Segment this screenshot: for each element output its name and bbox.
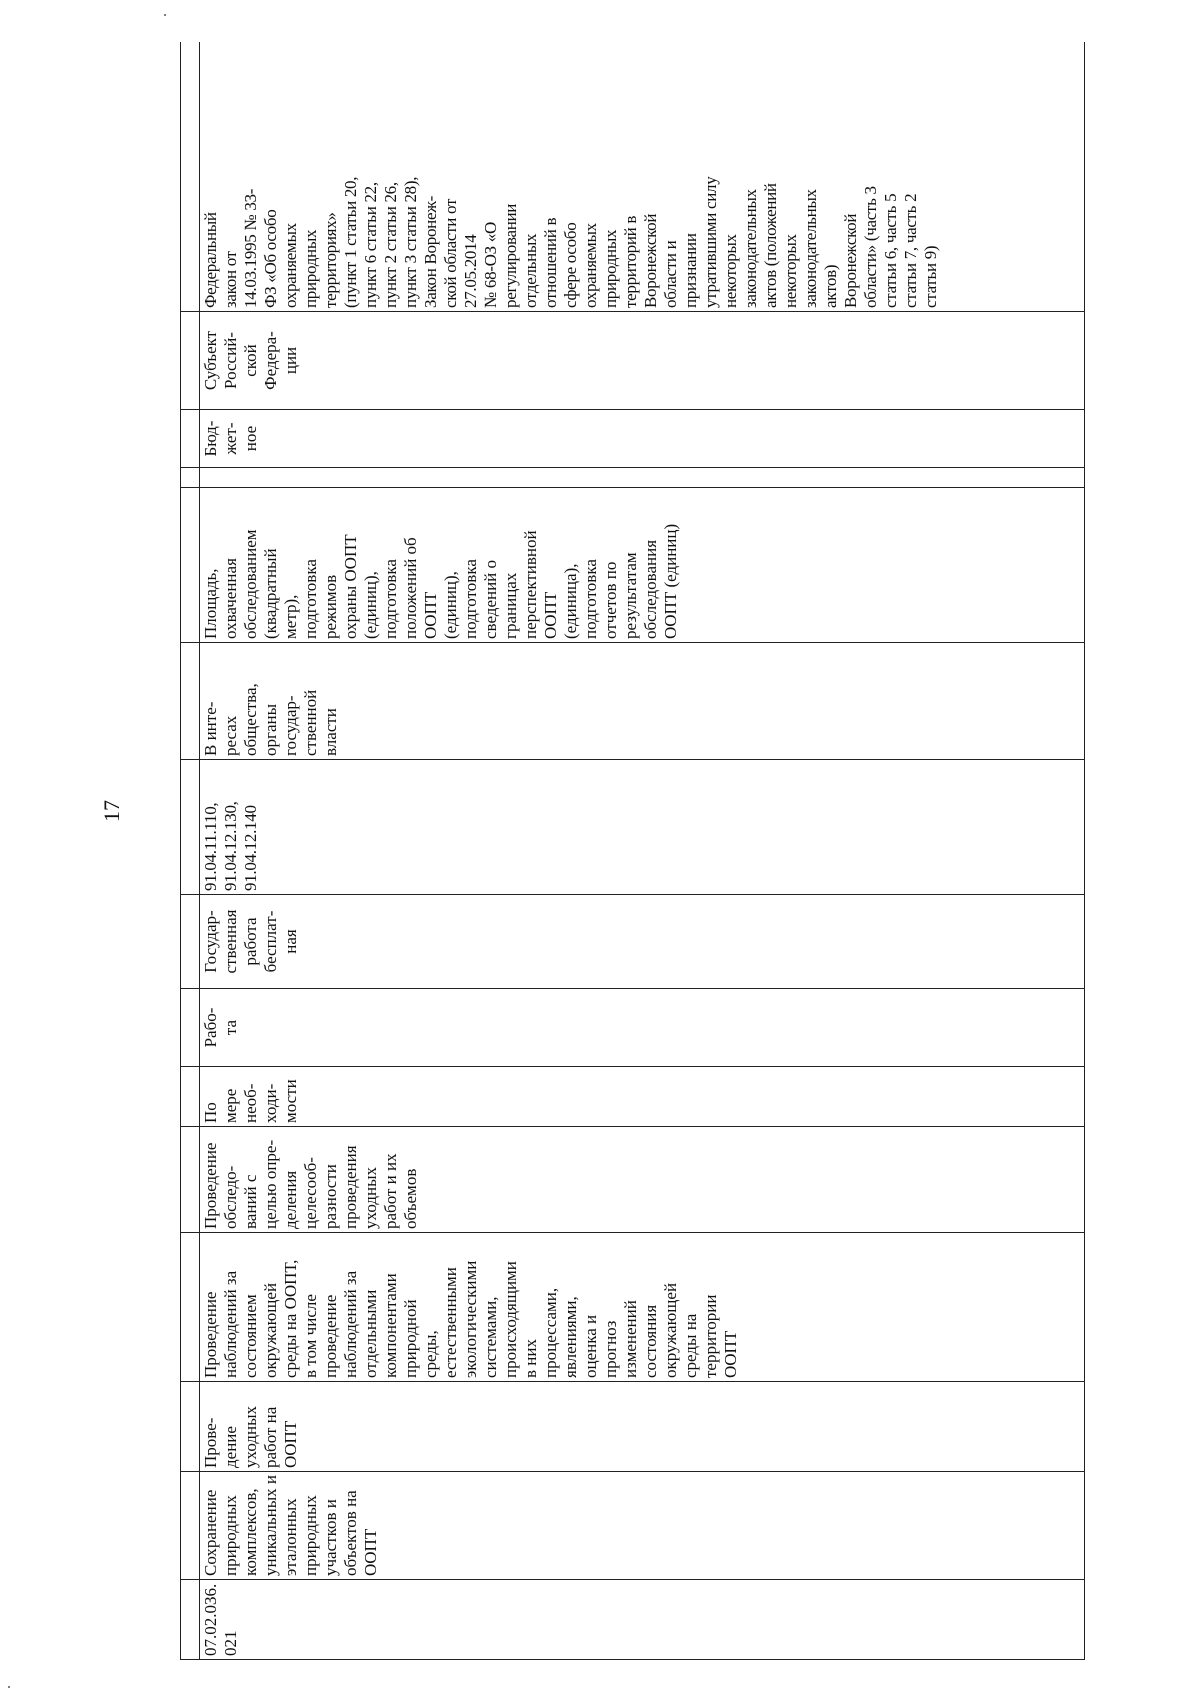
spacer-cell bbox=[181, 895, 200, 989]
cell-work-content: Проведение наблюдений за состоянием окружающей среды на ООПТ, в том числе проведение наблюдений за отдельными компонентами природной среды, естественными экологическими системами, происходящими в них процессами, явлениями, оценка и прогноз изменений состояния окружающей среды на территории ООПТ bbox=[200, 1233, 1085, 1382]
cell-quality bbox=[200, 468, 1085, 488]
cell-consumers: В инте- ресах общества, органы государ- ственной власти bbox=[200, 643, 1085, 760]
scan-speck bbox=[8, 1686, 10, 1688]
registry-table bbox=[180, 42, 1085, 1660]
spacer-cell bbox=[181, 1580, 200, 1660]
spacer-cell bbox=[181, 760, 200, 895]
spacer-cell bbox=[181, 468, 200, 488]
scan-speck bbox=[164, 14, 166, 16]
spacer-cell bbox=[181, 989, 200, 1067]
cell-institution-type: Бюд- жет- ное bbox=[200, 410, 1085, 468]
spacer-cell bbox=[181, 1382, 200, 1472]
spacer-cell bbox=[181, 410, 200, 468]
cell-okved-codes: 91.04.11.110, 91.04.12.130, 91.04.12.140 bbox=[200, 760, 1085, 895]
registry-table-frame bbox=[180, 42, 1085, 1660]
spacer-cell bbox=[181, 1067, 200, 1127]
cell-work-conditions: Проведение обследо- ваний с целью опре- деления целесооб- разности проведения уходных работ и их объемов bbox=[200, 1127, 1085, 1233]
cell-service-name: Сохранение природных комплексов, уникальных и эталонных природных участков и объектов на ООПТ bbox=[200, 1472, 1085, 1580]
spacer-cell bbox=[181, 643, 200, 760]
cell-work-name: Прове- дение уходных работ на ООПТ bbox=[200, 1382, 1085, 1472]
cell-type: Рабо- та bbox=[200, 989, 1085, 1067]
registry-table-rotator bbox=[180, 42, 1085, 1660]
cell-service-code: 07.02.036.021 bbox=[200, 1580, 1085, 1660]
table-header-spacer-row bbox=[181, 42, 200, 1660]
spacer-cell bbox=[181, 42, 200, 312]
spacer-cell bbox=[181, 1127, 200, 1233]
cell-authority-level: Субъект Россий- ской Федера- ции bbox=[200, 312, 1085, 410]
spacer-cell bbox=[181, 1472, 200, 1580]
spacer-cell bbox=[181, 1233, 200, 1382]
page-number: 17 bbox=[99, 800, 124, 822]
cell-payment: Государ- ственная работа бесплат- ная bbox=[200, 895, 1085, 989]
cell-legal-basis: Федеральный закон от 14.03.1995 № 33- ФЗ «Об особо охраняемых природных территориях» (пункт 1 статьи 20, пункт 6 статьи 22, пункт 2 статьи 26, пункт 3 статьи 28), Закон Воронеж- ской области от 27.05.2014 № 68-ОЗ «О регулировании отдельных отношений в сфере особо охраняемых природных территорий в Воронежской области и признании утратившими силу некоторых законодательных актов (положений некоторых законодательных актов) Воронежской области» (часть 3 статьи 6, часть 5 статьи 7, часть 2 статьи 9) bbox=[200, 42, 1085, 312]
spacer-cell bbox=[181, 312, 200, 410]
table-row bbox=[200, 42, 1085, 1660]
cell-periodicity: По мере необ- ходи- мости bbox=[200, 1067, 1085, 1127]
spacer-cell bbox=[181, 488, 200, 643]
cell-indicators: Площадь, охваченная обследованием (квадратный метр), подготовка режимов охраны ООПТ (единиц), подготовка положений об ООПТ (единиц), подготовка сведений о границах перспективной ООПТ (единица), подготовка отчетов по результатам обследования ООПТ (единиц) bbox=[200, 488, 1085, 643]
